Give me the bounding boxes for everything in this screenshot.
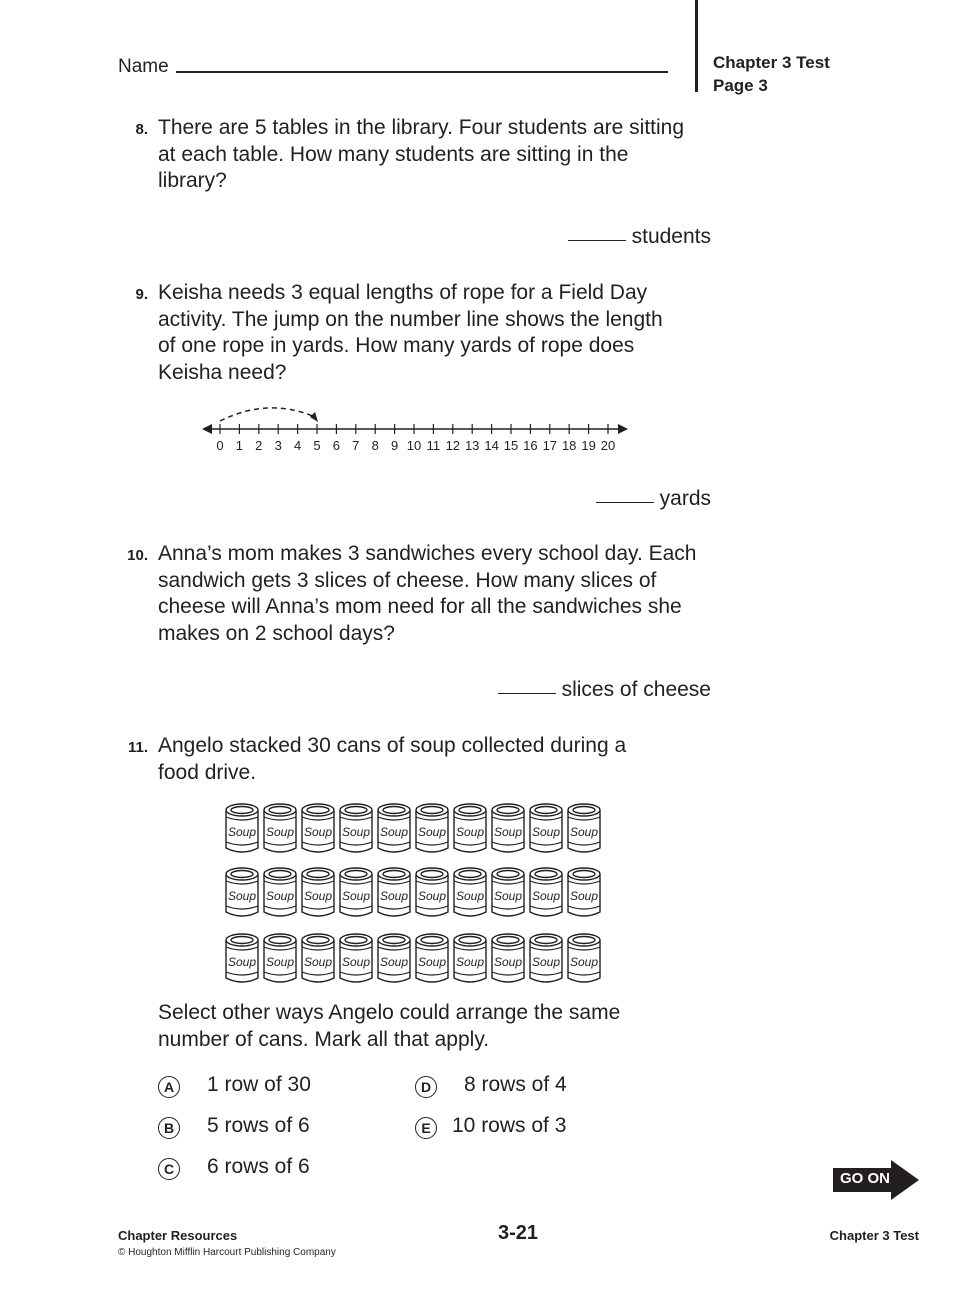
can-lid [231, 807, 253, 814]
can-label: Soup [265, 825, 295, 839]
answer-blank[interactable] [596, 502, 654, 503]
can-label: Soup [569, 889, 599, 903]
can-label: Soup [531, 825, 561, 839]
question-10-text [158, 541, 696, 647]
can-label: Soup [417, 889, 447, 903]
question-line: at each table. How many students are sitting in the [158, 142, 629, 166]
answer-unit: yards [659, 487, 711, 510]
footer-copyright: © Houghton Mifflin Harcourt Publishing Company [118, 1247, 336, 1258]
answer-10[interactable] [498, 678, 711, 702]
can-label: Soup [493, 955, 523, 969]
soup-can-icon [264, 804, 296, 852]
answer-9[interactable] [596, 487, 711, 511]
option-d-bubble[interactable]: D [415, 1076, 437, 1098]
page-label: Page 3 [713, 76, 768, 95]
answer-8[interactable] [568, 225, 711, 249]
tick-label: 4 [293, 438, 302, 453]
can-lid [459, 807, 481, 814]
soup-can-icon [302, 804, 334, 852]
option-c-text: 6 rows of 6 [207, 1155, 310, 1178]
answer-blank[interactable] [498, 693, 556, 694]
arrow-right-icon [618, 424, 628, 434]
answer-blank[interactable] [568, 240, 626, 241]
can-label: Soup [265, 889, 295, 903]
can-lid [421, 807, 443, 814]
can-lid [573, 807, 595, 814]
can-label: Soup [341, 955, 371, 969]
can-lid [269, 937, 291, 944]
question-number-10: 10. [127, 547, 148, 564]
can-lid [307, 937, 329, 944]
soup-can-icon [340, 934, 372, 982]
can-label: Soup [379, 955, 409, 969]
question-11-text [158, 733, 626, 786]
can-lid [535, 937, 557, 944]
can-label: Soup [569, 825, 599, 839]
tick-label: 20 [600, 438, 616, 453]
question-number-8: 8. [135, 121, 148, 138]
question-9-text [158, 280, 663, 386]
can-lid [383, 807, 405, 814]
can-lid [231, 937, 253, 944]
soup-can-icon [340, 804, 372, 852]
can-lid [345, 871, 367, 878]
can-lid [269, 871, 291, 878]
soup-can-array [222, 800, 612, 986]
soup-can-icon [226, 868, 258, 916]
question-line: activity. The jump on the number line shows the length [158, 307, 663, 331]
soup-can-icon [378, 804, 410, 852]
soup-can-icon [378, 934, 410, 982]
can-label: Soup [303, 955, 333, 969]
tick-label: 19 [581, 438, 596, 453]
option-a-text: 1 row of 30 [207, 1073, 311, 1096]
can-label: Soup [455, 955, 485, 969]
can-lid [497, 871, 519, 878]
can-label: Soup [493, 889, 523, 903]
can-lid [269, 807, 291, 814]
soup-can-icon [454, 804, 486, 852]
can-label: Soup [265, 955, 295, 969]
header-divider [695, 0, 698, 92]
chapter-title: Chapter 3 Test [713, 53, 830, 72]
can-lid [535, 871, 557, 878]
can-label: Soup [303, 889, 333, 903]
tick-label: 9 [390, 438, 399, 453]
tick-label: 14 [484, 438, 499, 453]
can-label: Soup [227, 825, 257, 839]
can-lid [459, 937, 481, 944]
soup-can-icon [568, 804, 600, 852]
can-lid [497, 807, 519, 814]
question-line: Keisha needs 3 equal lengths of rope for a Field Day [158, 281, 648, 304]
tick-label: 0 [216, 438, 224, 453]
tick-label: 2 [255, 438, 263, 453]
soup-can-icon [492, 934, 524, 982]
question-11-prompt [158, 1000, 620, 1053]
can-label: Soup [455, 825, 485, 839]
jump-arrowhead-icon [310, 412, 318, 422]
soup-can-icon [264, 868, 296, 916]
question-line: food drive. [158, 760, 257, 784]
number-line [200, 395, 630, 459]
question-8-text [158, 115, 684, 195]
can-lid [307, 871, 329, 878]
can-lid [573, 937, 595, 944]
prompt-line: Select other ways Angelo could arrange the same [158, 1001, 621, 1024]
can-lid [383, 871, 405, 878]
option-d-text: 8 rows of 4 [464, 1073, 567, 1096]
soup-can-icon [454, 868, 486, 916]
name-label: Name [118, 56, 169, 77]
can-lid [345, 807, 367, 814]
tick-label: 13 [464, 438, 480, 453]
tick-label: 10 [406, 438, 422, 453]
can-label: Soup [379, 825, 409, 839]
soup-can-icon [416, 934, 448, 982]
question-line: of one rope in yards. How many yards of rope does [158, 334, 635, 357]
can-lid [421, 871, 443, 878]
question-line: There are 5 tables in the library. Four students are sitting [158, 116, 685, 139]
can-lid [383, 937, 405, 944]
can-label: Soup [455, 889, 485, 903]
soup-can-icon [416, 868, 448, 916]
soup-can-icon [226, 934, 258, 982]
tick-label: 18 [561, 438, 577, 453]
soup-can-icon [302, 868, 334, 916]
can-lid [535, 807, 557, 814]
can-label: Soup [379, 889, 409, 903]
soup-can-icon [568, 934, 600, 982]
footer-left: Chapter Resources [118, 1228, 238, 1243]
soup-can-icon [302, 934, 334, 982]
tick-label: 11 [426, 438, 441, 453]
can-lid [345, 937, 367, 944]
tick-label: 8 [371, 438, 379, 453]
can-lid [497, 937, 519, 944]
jump-arc [220, 408, 315, 421]
option-b-bubble[interactable]: B [158, 1117, 180, 1139]
can-label: Soup [341, 825, 371, 839]
option-e-text: 10 rows of 3 [452, 1114, 567, 1137]
can-lid [231, 871, 253, 878]
question-number-9: 9. [135, 286, 148, 303]
can-label: Soup [531, 889, 561, 903]
tick-label: 17 [542, 438, 558, 453]
option-c-bubble[interactable]: C [158, 1158, 180, 1180]
can-label: Soup [417, 825, 447, 839]
can-label: Soup [341, 889, 371, 903]
question-line: sandwich gets 3 slices of cheese. How many slices of [158, 568, 657, 592]
soup-can-icon [530, 934, 562, 982]
can-label: Soup [227, 955, 257, 969]
question-line: Anna’s mom makes 3 sandwiches every school day. Each [158, 542, 697, 565]
soup-can-icon [530, 868, 562, 916]
tick-label: 16 [523, 438, 538, 453]
can-label: Soup [417, 955, 447, 969]
page-number: 3-21 [498, 1222, 539, 1244]
soup-can-icon [226, 804, 258, 852]
tick-label: 6 [332, 438, 341, 453]
can-label: Soup [531, 955, 561, 969]
soup-can-icon [416, 804, 448, 852]
question-line: Keisha need? [158, 360, 287, 384]
footer-right: Chapter 3 Test [829, 1228, 919, 1243]
answer-unit: students [631, 225, 711, 248]
soup-can-icon [568, 868, 600, 916]
name-field[interactable] [176, 71, 668, 73]
question-number-11: 11. [127, 739, 148, 756]
can-lid [459, 871, 481, 878]
soup-can-icon [340, 868, 372, 916]
soup-can-icon [264, 934, 296, 982]
can-label: Soup [227, 889, 257, 903]
go-on-label: GO ON [840, 1170, 891, 1187]
tick-label: 15 [503, 438, 519, 453]
can-lid [421, 937, 443, 944]
soup-can-icon [530, 804, 562, 852]
option-b-text: 5 rows of 6 [207, 1114, 310, 1137]
option-a-bubble[interactable]: A [158, 1076, 180, 1098]
question-line: cheese will Anna’s mom need for all the sandwiches she [158, 595, 682, 618]
soup-can-icon [454, 934, 486, 982]
question-line: Angelo stacked 30 cans of soup collected during a [158, 734, 627, 757]
prompt-line: number of cans. Mark all that apply. [158, 1027, 490, 1051]
tick-label: 12 [445, 438, 461, 453]
soup-can-icon [492, 804, 524, 852]
can-label: Soup [493, 825, 523, 839]
tick-label: 1 [235, 438, 244, 453]
can-label: Soup [569, 955, 599, 969]
soup-can-icon [378, 868, 410, 916]
can-lid [573, 871, 595, 878]
arrow-left-icon [202, 424, 212, 434]
option-e-bubble[interactable]: E [415, 1117, 437, 1139]
question-line: makes on 2 school days? [158, 621, 395, 645]
question-line: library? [158, 169, 227, 192]
can-lid [307, 807, 329, 814]
tick-label: 7 [352, 438, 360, 453]
answer-unit: slices of cheese [561, 678, 711, 701]
soup-can-icon [492, 868, 524, 916]
can-label: Soup [303, 825, 333, 839]
tick-label: 5 [313, 438, 321, 453]
tick-label: 3 [274, 438, 282, 453]
